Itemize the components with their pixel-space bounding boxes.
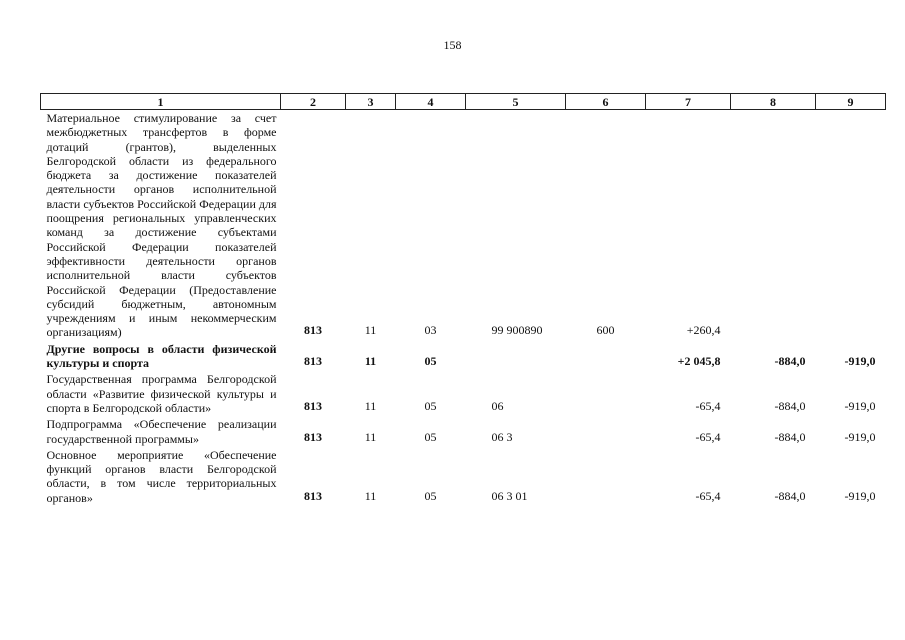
- row-section: 11: [364, 429, 377, 444]
- row-ministry-code: 813: [304, 323, 322, 338]
- table-row: [41, 110, 886, 340]
- row-amount-9: [816, 110, 886, 340]
- row-ministry-code: 813: [304, 354, 322, 369]
- header-cell-6: 6: [566, 94, 646, 110]
- header-cell-9: 9: [816, 94, 886, 110]
- row-amount-7: -65,4: [695, 398, 721, 413]
- header-cell-5: 5: [466, 94, 566, 110]
- row-amount-9: -919,0: [844, 398, 876, 413]
- row-subsection: 05: [424, 398, 437, 413]
- row-amount-8: -884,0: [774, 354, 806, 369]
- row-expense-type: [566, 415, 646, 446]
- row-amount-8: [731, 110, 816, 340]
- row-amount-9: -919,0: [844, 488, 876, 503]
- row-amount-8: -884,0: [774, 488, 806, 503]
- page-number: 158: [443, 38, 462, 52]
- row-amount-9: -919,0: [844, 429, 876, 444]
- row-amount-8: -884,0: [774, 398, 806, 413]
- row-name: Другие вопросы в области физической культуры и спорта: [46, 341, 277, 371]
- row-target-article: 06: [491, 398, 504, 413]
- row-section: 11: [364, 354, 377, 369]
- row-expense-type: [566, 370, 646, 415]
- row-target-article: 99 900890: [491, 323, 543, 338]
- table-row: [41, 446, 886, 505]
- table-row: [41, 415, 886, 446]
- row-subsection: 05: [424, 488, 437, 503]
- row-ministry-code: 813: [304, 429, 322, 444]
- header-cell-1: 1: [41, 94, 281, 110]
- budget-table-container: [40, 93, 885, 505]
- row-section: 11: [364, 488, 377, 503]
- row-ministry-code: 813: [304, 398, 322, 413]
- row-expense-type: [566, 340, 646, 371]
- row-target-article: 06 3 01: [491, 488, 528, 503]
- header-cell-8: 8: [731, 94, 816, 110]
- row-target-article: [466, 340, 566, 371]
- row-subsection: 05: [424, 429, 437, 444]
- row-expense-type: 600: [596, 323, 615, 338]
- row-amount-9: -919,0: [844, 354, 876, 369]
- row-name: Государственная программа Белгородской области «Развитие физической культуры и спорта в Белгородской области»: [46, 372, 277, 415]
- table-body: [41, 110, 886, 506]
- row-expense-type: [566, 446, 646, 505]
- row-ministry-code: 813: [304, 488, 322, 503]
- header-cell-7: 7: [646, 94, 731, 110]
- row-name: Материальное стимулирование за счет межбюджетных трансфертов в форме дотаций (грантов), выделенных Белгородской области из федерального бюджета за достижение показателей деятельности органов исполнительной власти субъектов Российской Федерации для поощрения региональных управленческих команд за достижение субъектами Российской Федерации показателей эффективности деятельности органов исполнительной власти субъектов Российской Федерации (Предоставление субсидий бюджетным, автономным учреждениям и иным некоммерческим организациям): [46, 111, 277, 340]
- budget-table: [40, 93, 886, 505]
- row-name: Подпрограмма «Обеспечение реализации государственной программы»: [46, 417, 277, 446]
- row-section: 11: [364, 323, 377, 338]
- row-amount-8: -884,0: [774, 429, 806, 444]
- row-amount-7: +260,4: [686, 323, 721, 338]
- header-cell-2: 2: [281, 94, 346, 110]
- row-name: Основное мероприятие «Обеспечение функций органов власти Белгородской области, в том числе территориальных органов»: [46, 447, 277, 505]
- row-subsection: 05: [424, 354, 437, 369]
- header-cell-3: 3: [346, 94, 396, 110]
- header-row: [41, 94, 886, 110]
- table-row: [41, 340, 886, 371]
- row-amount-7: +2 045,8: [677, 354, 721, 369]
- row-amount-7: -65,4: [695, 429, 721, 444]
- table-header: [41, 94, 886, 110]
- row-subsection: 03: [424, 323, 437, 338]
- row-amount-7: -65,4: [695, 488, 721, 503]
- table-row: [41, 370, 886, 415]
- row-section: 11: [364, 398, 377, 413]
- row-target-article: 06 3: [491, 429, 513, 444]
- header-cell-4: 4: [396, 94, 466, 110]
